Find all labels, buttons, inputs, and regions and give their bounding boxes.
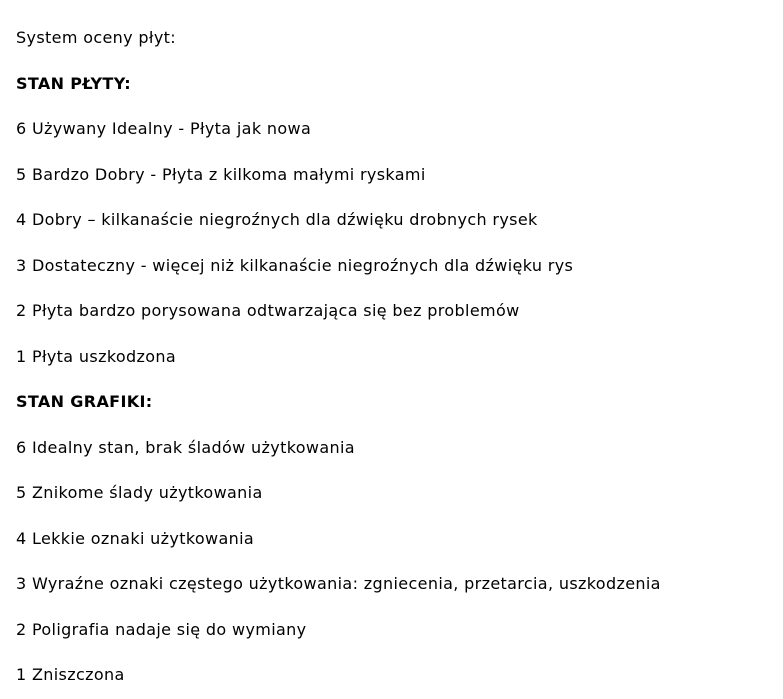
- graphics-grade-5: 5 Znikome ślady użytkowania: [16, 483, 263, 502]
- plate-grade-2: 2 Płyta bardzo porysowana odtwarzająca się bez problemów: [16, 301, 520, 320]
- graphics-grade-1: 1 Zniszczona: [16, 665, 125, 684]
- plate-grade-4: 4 Dobry – kilkanaście niegroźnych dla dźwięku drobnych rysek: [16, 210, 538, 229]
- section-title-graphics-condition: STAN GRAFIKI:: [16, 392, 153, 411]
- graphics-grade-6: 6 Idealny stan, brak śladów użytkowania: [16, 437, 355, 457]
- graphics-grade-2: 2 Poligrafia nadaje się do wymiany: [16, 619, 307, 639]
- graphics-grade-4: 4 Lekkie oznaki użytkowania: [16, 528, 255, 548]
- plate-grade-5: 5 Bardzo Dobry - Płyta z kilkoma małymi ryskami: [16, 164, 426, 184]
- graphics-grade-3: 3 Wyraźne oznaki częstego użytkowania: zgniecenia, przetarcia, uszkodzenia: [16, 574, 661, 593]
- intro-text: System oceny płyt:: [16, 28, 177, 47]
- plate-grade-3: 3 Dostateczny - więcej niż kilkanaście niegroźnych dla dźwięku rys: [16, 255, 574, 275]
- plate-grade-1: 1 Płyta uszkodzona: [16, 346, 177, 366]
- section-title-plate-condition: STAN PŁYTY:: [16, 73, 131, 93]
- plate-grade-6: 6 Używany Idealny - Płyta jak nowa: [16, 119, 312, 138]
